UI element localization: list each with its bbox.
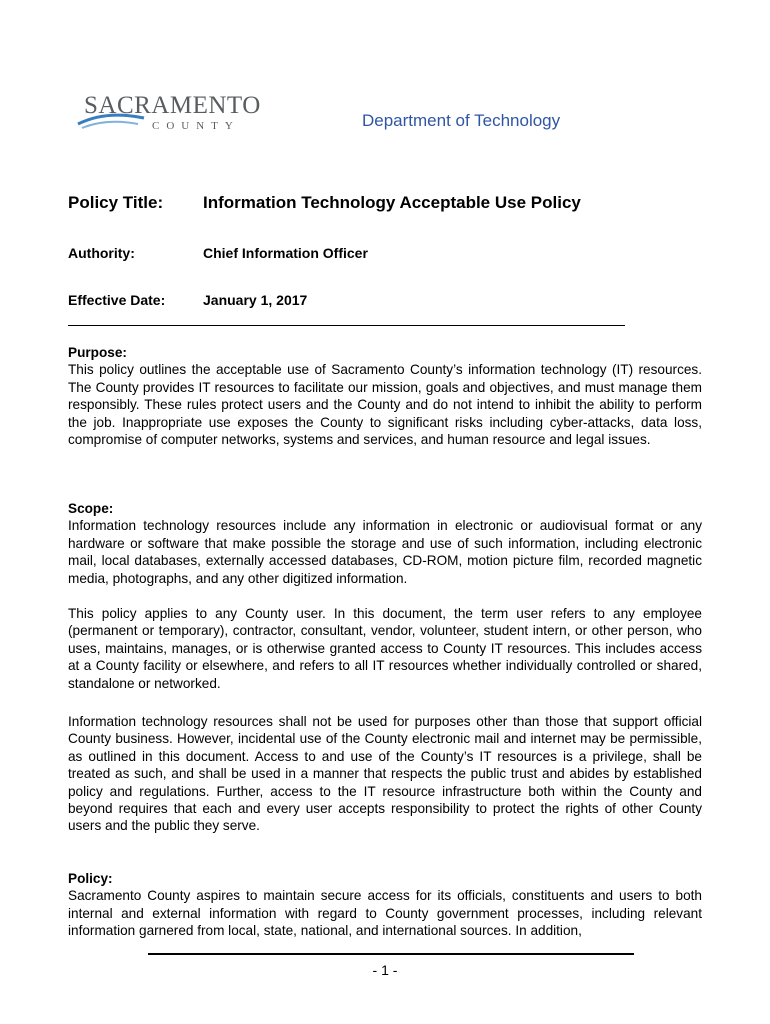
- purpose-paragraph: This policy outlines the acceptable use of Sacramento County’s information technology (IT) resources. The County provides IT resources to facilitate our mission, goals and objectives, and must manage them responsibly. These rules protect users and the County and do not intend to inhibit the ability to perform the job. Inappropriate use exposes the County to significant risks including cyber-attacks, data loss, compromise of computer networks, systems and services, and human resource and legal issues.: [68, 362, 702, 448]
- policy-paragraph: Sacramento County aspires to maintain secure access for its officials, constituents and users to both internal and external information with regard to County government processes, including relevant information garnered from local, state, national, and international sources. In addition,: [68, 888, 702, 939]
- policy-title-row: [68, 193, 581, 213]
- scope-paragraph-2-block: [68, 605, 702, 692]
- authority-label: Authority:: [68, 245, 135, 261]
- scope-paragraph-1: Information technology resources include any information in electronic or audiovisual format or any hardware or software that make possible the storage and use of such information, including electronic mail, local databases, externally accessed databases, CD-ROM, motion picture film, recorded magnetic media, photographs, and any other digitized information.: [68, 518, 702, 586]
- scope-section: [68, 500, 702, 587]
- effective-date-row: [68, 292, 308, 308]
- header-divider: [68, 325, 625, 326]
- scope-paragraph-3: Information technology resources shall not be used for purposes other than those that support official County business. However, incidental use of the County electronic mail and internet may be permissible, as outlined in this document. Access to and use of the County’s IT resources is a privilege, shall be treated as such, and shall be used in a manner that respects the public trust and abides by established policy and regulations. Further, access to the IT resource infrastructure both within the County and beyond requires that each and every user accepts responsibility to protect the rights of other County users and the public they serve.: [68, 714, 702, 834]
- logo-sub-text: COUNTY: [152, 120, 240, 132]
- purpose-section: [68, 344, 702, 448]
- page-number: - 1 -: [372, 962, 398, 978]
- scope-heading: Scope:: [68, 501, 114, 516]
- authority-row: [68, 245, 368, 261]
- county-logo: [76, 92, 266, 136]
- scope-paragraph-2: This policy applies to any County user. In this document, the term user refers to any employee (permanent or temporary), contractor, consultant, vendor, volunteer, student intern, or other person, who uses, maintains, manages, or is otherwise granted access to County IT resources. This includes access at a County facility or elsewhere, and refers to all IT resources whether individually controlled or shared, standalone or networked.: [68, 606, 702, 691]
- policy-title-value: Information Technology Acceptable Use Policy: [203, 193, 581, 212]
- scope-paragraph-3-block: [68, 713, 702, 835]
- footer-divider: [148, 953, 634, 955]
- effective-date-value: January 1, 2017: [203, 292, 308, 308]
- authority-value: Chief Information Officer: [203, 245, 368, 261]
- logo-main-text: SACRAMENTO: [84, 92, 261, 119]
- policy-heading: Policy:: [68, 871, 113, 886]
- purpose-heading: Purpose:: [68, 345, 127, 360]
- policy-title-label: Policy Title:: [68, 193, 164, 212]
- effective-date-label: Effective Date:: [68, 292, 166, 308]
- policy-section: [68, 870, 702, 940]
- department-name: Department of Technology: [362, 111, 561, 130]
